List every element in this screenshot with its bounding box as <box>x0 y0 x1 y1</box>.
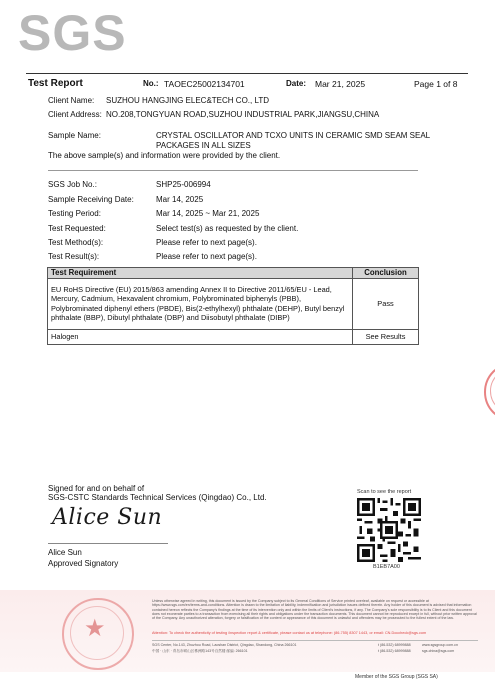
signatory-name: Alice Sun <box>48 548 82 557</box>
report-no-value: TAOEC25002134701 <box>164 79 245 89</box>
footer-address-en: SGS Center, No.143, Zhuzhou Road, Laoshan District, Qingdao, Shandong, China 266101 <box>152 643 297 647</box>
client-name-label: Client Name: <box>48 96 95 105</box>
conclusion-cell: See Results <box>353 329 419 344</box>
signature-line <box>48 543 168 544</box>
conclusion-cell: Pass <box>353 278 419 329</box>
test-results-value: Please refer to next page(s). <box>156 252 257 261</box>
report-no-label: No.: <box>143 79 159 88</box>
job-no-value: SHP25-006994 <box>156 180 211 189</box>
test-methods-label: Test Method(s): <box>48 238 104 247</box>
footer-rule <box>152 640 478 641</box>
table-row <box>48 278 419 329</box>
client-address-value: NO.208,TONGYUAN ROAD,SUZHOU INDUSTRIAL PARK,JIANGSU,CHINA <box>106 110 380 119</box>
test-results-label: Test Result(s): <box>48 252 100 261</box>
test-requested-label: Test Requested: <box>48 224 106 233</box>
signatory-title: Approved Signatory <box>48 559 119 568</box>
footer-web-1[interactable]: www.sgsgroup.com.cn <box>422 643 458 647</box>
client-name-value: SUZHOU HANGJING ELEC&TECH CO., LTD <box>106 96 269 105</box>
footer-tel-2: t (86-532) 68999888 <box>378 649 411 653</box>
testing-period-value: Mar 14, 2025 ~ Mar 21, 2025 <box>156 209 260 218</box>
testing-period-label: Testing Period: <box>48 209 101 218</box>
sample-name-line2: PACKAGES IN ALL SIZES <box>156 141 251 150</box>
sgs-logo: SGS <box>18 5 127 61</box>
job-no-label: SGS Job No.: <box>48 180 97 189</box>
client-address-label: Client Address: <box>48 110 102 119</box>
qr-code-text: B1EB7A00 <box>373 564 400 570</box>
sample-name-line1: CRYSTAL OSCILLATOR AND TCXO UNITS IN CERAMIC SMD SEAM SEAL <box>156 131 431 140</box>
report-title: Test Report <box>28 78 83 89</box>
footer-fine-print: Unless otherwise agreed in writing, this document is issued by the Company subject to its General Conditions of Service printed overleaf, available on request or accessible at https://www.sgs.com/en/terms-and-conditions. Attention is drawn to the limitation of liability, indemnification and jurisdiction issues defined therein. Any holder of this document is advised that information contained hereon reflects the Company's findings at the time of its intervention only and within the limits of Client's instructions, if any. The Company's sole responsibility is to its Client and this document does not exonerate parties to a transaction from exercising all their rights and obligations under the transaction documents. This document cannot be reproduced except in full, without prior written approval of the Company. Any unauthorized alteration, forgery or falsification of the content or appearance of this document is unlawful and offenders may be prosecuted to the fullest extent of the law. <box>152 599 477 621</box>
date-value: Mar 21, 2025 <box>315 79 366 89</box>
star-icon: ★ <box>84 615 106 642</box>
handwritten-signature: Alice Sun <box>52 505 163 530</box>
test-requested-value: Select test(s) as requested by the client. <box>156 224 299 233</box>
receiving-date-value: Mar 14, 2025 <box>156 195 204 204</box>
footer-attention: Attention: To check the authenticity of testing /inspection report & certificate, please contact us at telephone: (86-755) 8307 1443, or email: CN.Doccheck@sgs.com <box>152 631 427 635</box>
date-label: Date: <box>286 79 307 88</box>
qr-code-icon[interactable] <box>357 498 421 562</box>
table-header-row <box>48 268 419 279</box>
requirement-cell: Halogen <box>48 329 353 344</box>
qr-caption: Scan to see the report <box>357 489 412 495</box>
signed-on-behalf: Signed for and on behalf of <box>48 484 145 493</box>
footer-web-2[interactable]: sgs.china@sgs.com <box>422 649 455 653</box>
col-header-requirement: Test Requirement <box>48 268 353 279</box>
footer-address-cn: 中国 · 山东 · 青岛市崂山区株洲路143号自然楼 邮编: 266101 <box>152 649 248 653</box>
member-of-sgs-group: Member of the SGS Group (SGS SA) <box>355 674 438 680</box>
sample-name-label: Sample Name: <box>48 131 101 140</box>
col-header-conclusion: Conclusion <box>353 268 419 279</box>
test-requirement-table <box>47 267 419 345</box>
receiving-date-label: Sample Receiving Date: <box>48 195 134 204</box>
requirement-cell: EU RoHS Directive (EU) 2015/863 amending Annex II to Directive 2011/65/EU - Lead, Mercury, Cadmium, Hexavalent chromium, Polybrominated biphenyls (PBB), Polybrominated diphenyl ethers (PBDE), Bis(2-ethylhexyl) phthalate (DEHP), Butyl benzyl phthalate (BBP), Dibutyl phthalate (DBP) and Diisobutyl phthalate (DIBP) <box>48 278 353 329</box>
table-row <box>48 329 419 344</box>
test-methods-value: Please refer to next page(s). <box>156 238 257 247</box>
header-rule <box>26 73 468 74</box>
footer-tel-1: t (86-532) 68999888 <box>378 643 411 647</box>
page-number: Page 1 of 8 <box>414 79 458 89</box>
signing-company: SGS-CSTC Standards Technical Services (Qingdao) Co., Ltd. <box>48 493 267 502</box>
section-divider <box>48 170 418 171</box>
sample-provided-note: The above sample(s) and information were provided by the client. <box>48 151 281 160</box>
